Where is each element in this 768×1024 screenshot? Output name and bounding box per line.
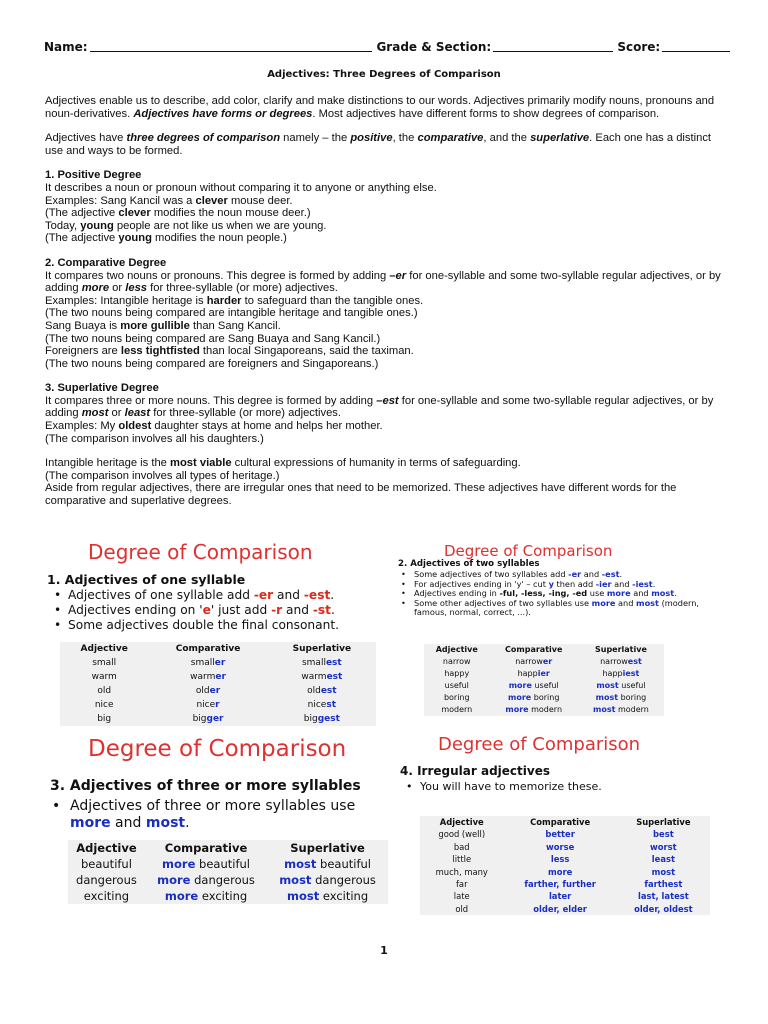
table-cell: narrow: [442, 657, 471, 666]
comparative-line: (The two nouns being compared are intangible heritage and tangible ones.): [45, 307, 418, 320]
table-header: Superlative: [292, 644, 352, 654]
worksheet-header: [44, 40, 734, 54]
table-cell: narrowest: [600, 657, 642, 666]
table-cell: old: [97, 686, 112, 696]
table-cell: exciting: [83, 889, 130, 903]
table-row: [424, 668, 664, 680]
positive-line: (The adjective clever modifies the noun mouse deer.): [45, 207, 311, 220]
table-row: [420, 903, 710, 915]
table-cell: old: [455, 903, 469, 914]
positive-line: Examples: Sang Kancil was a clever mouse deer.: [45, 194, 293, 207]
table-header: Comparative: [505, 645, 563, 654]
table-cell: warmer: [190, 672, 226, 682]
table-cell: best: [653, 829, 674, 840]
table-cell: much, many: [435, 866, 488, 877]
table-cell: good (well): [438, 829, 486, 840]
table-cell: more useful: [508, 681, 559, 690]
table-cell: warmest: [301, 672, 343, 682]
table-row: [424, 680, 664, 692]
table-cell: narrower: [515, 657, 553, 666]
table-row: [60, 698, 376, 712]
table-cell: most dangerous: [279, 873, 376, 887]
comparative-line: (The two nouns being compared are Sang Buaya and Sang Kancil.): [45, 332, 381, 345]
table-cell: smaller: [190, 658, 226, 668]
comparison-table: [424, 644, 664, 716]
table-cell: less: [550, 854, 570, 865]
table-cell: more dangerous: [157, 873, 255, 887]
table-cell: older, oldest: [634, 903, 693, 914]
table-cell: more boring: [508, 693, 560, 702]
table-cell: worst: [650, 841, 677, 852]
table-cell: warm: [91, 672, 117, 682]
comparative-line: Examples: Intangible heritage is harder to safeguard than the tangible ones.: [45, 294, 424, 307]
table-cell: modern: [441, 705, 473, 714]
table-cell: beautiful: [80, 857, 132, 871]
table-cell: most exciting: [286, 889, 369, 903]
grade-section-field[interactable]: [493, 40, 613, 52]
table-cell: least: [651, 854, 675, 865]
table-cell: smallest: [301, 658, 342, 668]
table-cell: most: [651, 866, 676, 877]
table-cell: most boring: [595, 693, 647, 702]
grade-section-label: Grade & Section:: [376, 40, 492, 54]
table-cell: bigger: [192, 714, 224, 724]
table-cell: oldest: [307, 686, 337, 696]
table-cell: happiest: [602, 669, 640, 678]
comparative-line: It compares two nouns or pronouns. This degree is formed by adding –er for one-syllable and some two-syllable regular adjectives, or by adding more or less for three-syllable (or more) adjectives.: [45, 269, 721, 295]
table-row: [60, 684, 376, 698]
panel-heading: 1. Adjectives of one syllable: [47, 572, 246, 587]
body-text: [45, 95, 725, 508]
panel-bullets: [406, 780, 710, 794]
table-cell: farthest: [644, 879, 683, 890]
positive-line: It describes a noun or pronoun without comparing it to anyone or anything else.: [45, 181, 437, 194]
table-row: [60, 656, 376, 670]
table-header: Superlative: [636, 817, 691, 827]
comparative-line: (The two nouns being compared are foreigners and Singaporeans.): [45, 357, 379, 370]
table-row: [420, 890, 710, 902]
superlative-degree-heading: 3. Superlative Degree: [45, 382, 159, 395]
table-cell: more: [547, 866, 573, 877]
list-item: • Adjectives of three or more syllables use more and most.: [52, 798, 356, 831]
table-row: [424, 656, 664, 668]
list-item: • For adjectives ending in 'y' – cut y then add -ier and -iest.: [401, 578, 656, 589]
table-cell: useful: [444, 681, 469, 690]
table-row: [60, 670, 376, 684]
score-field[interactable]: [662, 40, 730, 52]
table-cell: older: [195, 686, 221, 696]
table-cell: biggest: [303, 714, 340, 724]
table-row: [68, 888, 388, 904]
table-cell: later: [548, 891, 572, 902]
table-row: [60, 712, 376, 726]
page-number: 1: [380, 944, 388, 957]
table-header: Adjective: [76, 841, 137, 855]
table-header: Comparative: [164, 841, 248, 855]
table-row: [424, 704, 664, 716]
table-cell: farther, further: [524, 879, 596, 890]
list-item: • Adjectives ending on 'e' just add -r and -st.: [54, 603, 335, 617]
list-item: • Some adjectives double the final consonant.: [54, 618, 339, 632]
table-header: Adjective: [435, 645, 478, 654]
superlative-line: (The comparison involves all his daughters.): [45, 432, 264, 445]
table-cell: happier: [517, 669, 550, 678]
table-cell: better: [545, 829, 575, 840]
panel-one-syllable: [40, 538, 390, 724]
table-row: [420, 878, 710, 890]
superlative-line: Aside from regular adjectives, there are irregular ones that need to be memorized. These adjectives have different words for the comparative and superlative degrees.: [45, 482, 677, 508]
table-cell: nicer: [196, 700, 220, 710]
table-cell: more beautiful: [162, 857, 250, 871]
list-item: • Some adjectives of two syllables add -er and -est.: [401, 569, 623, 579]
table-header: Adjective: [439, 817, 484, 827]
name-label: Name:: [44, 40, 88, 54]
table-header: Adjective: [80, 644, 128, 654]
superlative-line: Intangible heritage is the most viable cultural expressions of humanity in terms of safeguarding.: [45, 457, 521, 470]
comparison-table: [68, 840, 388, 904]
panel-bullets: [54, 588, 398, 633]
name-field[interactable]: [90, 40, 373, 52]
table-cell: most beautiful: [284, 857, 371, 871]
table-header: Superlative: [290, 841, 365, 855]
panel-title: Degree of Comparison: [438, 734, 641, 755]
table-row: [420, 828, 710, 840]
superlative-line: (The comparison involves all types of heritage.): [45, 469, 280, 482]
table-row: [420, 853, 710, 865]
table-cell: more modern: [505, 705, 563, 714]
intro-paragraph-1: Adjectives enable us to describe, add color, clarify and make distinctions to our words. Adjectives primarily modify nouns, pronouns and noun-derivatives. Adjectives have forms or degrees. Most adjectives have different forms to show degrees of comparison.: [45, 95, 715, 120]
table-cell: worse: [545, 841, 575, 852]
panel-title: Degree of Comparison: [88, 540, 313, 564]
positive-line: (The adjective young modifies the noun people.): [45, 232, 287, 245]
comparative-degree-heading: 2. Comparative Degree: [45, 256, 167, 269]
panel-two-syllables: [392, 538, 722, 720]
table-row: [68, 872, 388, 888]
table-header: Comparative: [175, 644, 241, 654]
panel-heading: 2. Adjectives of two syllables: [398, 559, 540, 569]
table-cell: nicest: [307, 700, 337, 710]
table-cell: older, elder: [533, 903, 587, 914]
document-title: Adjectives: Three Degrees of Comparison: [267, 69, 501, 80]
list-item: • Adjectives of one syllable add -er and -est.: [54, 588, 335, 602]
table-cell: small: [92, 658, 117, 668]
table-cell: happy: [444, 669, 470, 678]
table-cell: boring: [443, 693, 470, 702]
table-cell: most useful: [596, 681, 646, 690]
panel-title: Degree of Comparison: [88, 736, 347, 762]
table-cell: last, latest: [637, 891, 689, 902]
table-row: [420, 841, 710, 853]
panel-heading: 3. Adjectives of three or more syllables: [50, 778, 361, 794]
table-cell: far: [455, 879, 468, 890]
table-cell: little: [452, 854, 472, 865]
panel-bullets: [52, 798, 400, 832]
table-cell: dangerous: [76, 873, 137, 887]
table-cell: big: [97, 714, 112, 724]
panel-three-syllables: [40, 730, 390, 915]
list-item: • Some other adjectives of two syllables use more and most (modern, famous, normal, correct, ...).: [401, 597, 700, 618]
positive-degree-heading: 1. Positive Degree: [45, 169, 142, 182]
comparative-line: Sang Buaya is more gullible than Sang Kancil.: [45, 319, 281, 332]
intro-paragraph-2: Adjectives have three degrees of comparison namely – the positive, the comparative, and the superlative. Each one has a distinct use and ways to be formed.: [45, 132, 712, 157]
comparison-table: [60, 642, 376, 726]
panel-irregular: [392, 730, 722, 915]
panel-title: Degree of Comparison: [444, 542, 613, 560]
list-item: • You will have to memorize these.: [406, 780, 602, 793]
panel-heading: 4. Irregular adjectives: [400, 764, 550, 778]
table-header: Superlative: [594, 645, 647, 654]
table-cell: most modern: [593, 705, 649, 714]
table-cell: bad: [453, 841, 470, 852]
superlative-line: Examples: My oldest daughter stays at home and helps her mother.: [45, 420, 383, 433]
table-cell: more exciting: [164, 889, 248, 903]
list-item: • Adjectives ending in -ful, -less, -ing, -ed use more and most.: [401, 588, 677, 599]
table-row: [420, 866, 710, 878]
table-row: [68, 856, 388, 872]
comparative-line: Foreigners are less tightfisted than local Singaporeans, said the taximan.: [45, 345, 414, 358]
table-header: Comparative: [530, 817, 591, 827]
table-cell: late: [453, 891, 470, 902]
table-row: [424, 692, 664, 704]
irregular-table: [420, 816, 710, 915]
positive-line: Today, young people are not like us when we are young.: [45, 219, 327, 232]
panel-bullets: [401, 569, 700, 618]
table-cell: nice: [94, 700, 114, 710]
superlative-line: It compares three or more nouns. This degree is formed by adding –est for one-syllable and some two-syllable regular adjectives, or by adding most or least for three-syllable (or more) adjectives.: [45, 394, 714, 420]
score-label: Score:: [617, 40, 661, 54]
